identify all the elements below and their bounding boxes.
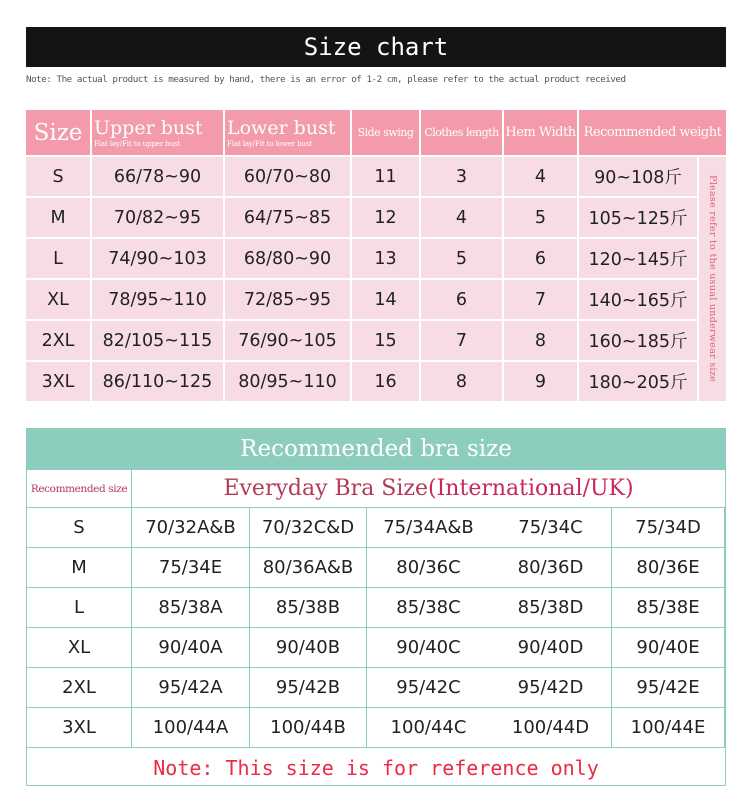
weight-cell: 180~205斤	[579, 362, 699, 403]
bra-value-cell: 85/38C	[367, 588, 490, 628]
underwear-size-note-text: Please refer to the usual underwear size	[707, 175, 718, 383]
upper-bust-cell: 70/82~95	[92, 198, 225, 239]
header-lower-bust-sub: Flat lay/Fit to lower bust	[227, 138, 313, 148]
bra-value-cell: 80/36A&B	[250, 548, 367, 588]
bra-value-cell: 100/44D	[490, 708, 612, 748]
header-lower-bust-label: Lower bust	[227, 116, 336, 139]
bra-value-cell: 80/36C	[367, 548, 490, 588]
lower-bust-cell: 68/80~90	[225, 239, 352, 280]
bra-value-cell: 75/34D	[612, 508, 725, 548]
recommended-size-label: Recommended size	[27, 470, 132, 508]
side-swing-cell: 15	[352, 321, 421, 362]
lower-bust-cell: 72/85~95	[225, 280, 352, 321]
size-cell: 3XL	[26, 362, 92, 403]
hem-width-cell: 8	[504, 321, 579, 362]
size-chart-table	[26, 110, 726, 403]
lower-bust-cell: 76/90~105	[225, 321, 352, 362]
bra-value-cell: 95/42C	[367, 668, 490, 708]
clothes-length-cell: 6	[421, 280, 504, 321]
underwear-size-note	[699, 157, 726, 403]
clothes-length-cell: 7	[421, 321, 504, 362]
size-cell: 2XL	[26, 321, 92, 362]
header-upper-bust	[92, 110, 225, 157]
hem-width-cell: 9	[504, 362, 579, 403]
bra-value-cell: 100/44B	[250, 708, 367, 748]
bra-value-cell: 80/36E	[612, 548, 725, 588]
bra-value-cell: 95/42B	[250, 668, 367, 708]
bra-value-cell: 95/42D	[490, 668, 612, 708]
everyday-bra-size-header	[132, 470, 725, 508]
international-uk-label: (International/UK)	[428, 476, 634, 501]
hem-width-cell: 5	[504, 198, 579, 239]
bra-value-cell: 90/40E	[612, 628, 725, 668]
reference-note: Note: This size is for reference only	[26, 750, 726, 786]
hem-width-cell: 4	[504, 157, 579, 198]
hem-width-cell: 6	[504, 239, 579, 280]
weight-cell: 160~185斤	[579, 321, 699, 362]
bra-size-cell: S	[27, 508, 132, 548]
side-swing-cell: 14	[352, 280, 421, 321]
bra-size-cell: M	[27, 548, 132, 588]
bra-value-cell: 90/40C	[367, 628, 490, 668]
bra-value-cell: 70/32C&D	[250, 508, 367, 548]
header-upper-bust-label: Upper bust	[94, 116, 203, 139]
side-swing-cell: 11	[352, 157, 421, 198]
clothes-length-cell: 4	[421, 198, 504, 239]
bra-value-cell: 75/34C	[490, 508, 612, 548]
bra-value-cell: 95/42A	[132, 668, 250, 708]
page-title: Size chart	[26, 27, 726, 67]
hem-width-cell: 7	[504, 280, 579, 321]
bra-value-cell: 75/34E	[132, 548, 250, 588]
bra-size-cell: 2XL	[27, 668, 132, 708]
bra-value-cell: 75/34A&B	[367, 508, 490, 548]
clothes-length-cell: 8	[421, 362, 504, 403]
upper-bust-cell: 66/78~90	[92, 157, 225, 198]
header-upper-bust-sub: Flat lay/Fit to upper bust	[94, 138, 181, 148]
lower-bust-cell: 80/95~110	[225, 362, 352, 403]
side-swing-cell: 12	[352, 198, 421, 239]
bra-size-cell: 3XL	[27, 708, 132, 748]
side-swing-cell: 16	[352, 362, 421, 403]
weight-cell: 105~125斤	[579, 198, 699, 239]
header-size: Size	[26, 110, 92, 157]
clothes-length-cell: 5	[421, 239, 504, 280]
bra-value-cell: 85/38B	[250, 588, 367, 628]
bra-size-cell: XL	[27, 628, 132, 668]
bra-value-cell: 90/40D	[490, 628, 612, 668]
everyday-bra-size-label: Everyday Bra Size	[223, 476, 429, 501]
weight-cell: 140~165斤	[579, 280, 699, 321]
size-cell: S	[26, 157, 92, 198]
side-swing-cell: 13	[352, 239, 421, 280]
bra-value-cell: 80/36D	[490, 548, 612, 588]
bra-size-cell: L	[27, 588, 132, 628]
header-side-swing: Side swing	[352, 110, 421, 157]
weight-cell: 120~145斤	[579, 239, 699, 280]
weight-cell: 90~108斤	[579, 157, 699, 198]
bra-value-cell: 95/42E	[612, 668, 725, 708]
size-cell: M	[26, 198, 92, 239]
bra-value-cell: 70/32A&B	[132, 508, 250, 548]
size-cell: L	[26, 239, 92, 280]
upper-bust-cell: 86/110~125	[92, 362, 225, 403]
measurement-note: Note: The actual product is measured by hand, there is an error of 1-2 cm, please refer to the actual product received	[26, 74, 626, 85]
bra-value-cell: 100/44A	[132, 708, 250, 748]
upper-bust-cell: 82/105~115	[92, 321, 225, 362]
bra-value-cell: 100/44C	[367, 708, 490, 748]
upper-bust-cell: 78/95~110	[92, 280, 225, 321]
bra-value-cell: 90/40B	[250, 628, 367, 668]
bra-value-cell: 90/40A	[132, 628, 250, 668]
header-clothes-length: Clothes length	[421, 110, 504, 157]
bra-size-table	[26, 470, 726, 750]
bra-value-cell: 85/38A	[132, 588, 250, 628]
clothes-length-cell: 3	[421, 157, 504, 198]
bra-value-cell: 85/38E	[612, 588, 725, 628]
lower-bust-cell: 64/75~85	[225, 198, 352, 239]
bra-value-cell: 85/38D	[490, 588, 612, 628]
lower-bust-cell: 60/70~80	[225, 157, 352, 198]
size-cell: XL	[26, 280, 92, 321]
bra-value-cell: 100/44E	[612, 708, 725, 748]
upper-bust-cell: 74/90~103	[92, 239, 225, 280]
bra-size-title: Recommended bra size	[26, 428, 726, 470]
header-lower-bust	[225, 110, 352, 157]
header-recommended-weight: Recommended weight	[579, 110, 726, 157]
header-hem-width: Hem Width	[504, 110, 579, 157]
